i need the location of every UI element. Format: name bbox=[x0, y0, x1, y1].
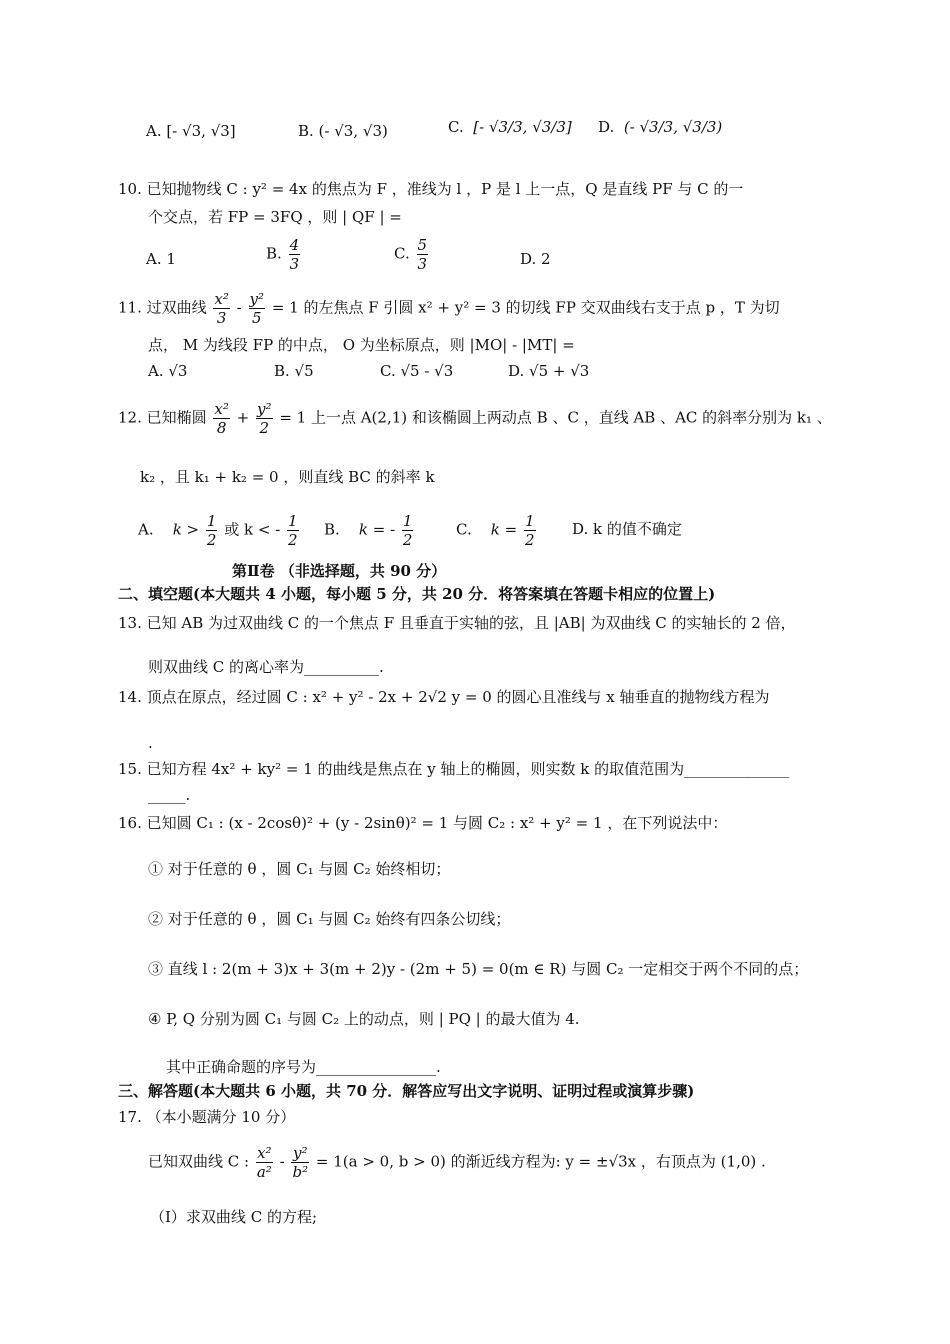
q11-option-d: D. √5 + √3 bbox=[508, 362, 590, 380]
q12-line2: k₂ ，且 k₁ + k₂ = 0 ，则直线 BC 的斜率 k bbox=[140, 468, 435, 486]
q10-line1: 10. 已知抛物线 C : y² = 4x 的焦点为 F ，准线为 l ，P 是 l 上一点，Q 是直线 PF 与 C 的一 bbox=[118, 180, 744, 198]
q16-answer: 其中正确命题的序号为________________. bbox=[166, 1058, 441, 1076]
q10-option-d: D. 2 bbox=[520, 250, 551, 268]
fraction: $\frac{\text{y²}}{2}$ bbox=[257, 400, 272, 437]
q16-statement-1: ① 对于任意的 θ ，圆 C₁ 与圆 C₂ 始终相切； bbox=[148, 860, 451, 878]
q10-option-b: B. $\frac{4}{3}$ bbox=[266, 236, 300, 273]
q13-line2: 则双曲线 C 的离心率为__________. bbox=[148, 658, 384, 676]
part2-title: 第Ⅱ卷 （非选择题，共 90 分） bbox=[232, 562, 447, 580]
fraction: $\frac{5}{3}$ bbox=[417, 236, 428, 273]
q16-statement-3: ③ 直线 l : 2(m + 3)x + 3(m + 2)y - (2m + 5) = 0(m ∈ R) 与圆 C₂ 一定相交于两个不同的点； bbox=[148, 960, 809, 978]
fraction: $\frac{\text{x²}}{\text{a²}}$ bbox=[256, 1144, 272, 1181]
q11-option-c: C. √5 - √3 bbox=[380, 362, 454, 380]
q10-line2: 个交点，若 FP = 3FQ ，则 | QF | = bbox=[148, 208, 402, 226]
q15-line1: 15. 已知方程 4x² + ky² = 1 的曲线是焦点在 y 轴上的椭圆，则实数 k 的取值范围为______________ bbox=[118, 760, 790, 778]
q17-line1: 已知双曲线 C : $\frac{\text{x²}}{\text{a²}}$ - $\frac{\text{y²}}{\text{b²}}$ = 1(a > 0, b > 0) 的渐近线方程为: y = ±√3x ，右顶点为 (1,0) . bbox=[148, 1144, 766, 1181]
q17-header: 17. （本小题满分 10 分） bbox=[118, 1108, 296, 1126]
q11-option-b: B. √5 bbox=[274, 362, 314, 380]
fraction: $\frac{\text{y²}}{5}$ bbox=[249, 290, 265, 327]
section2-heading: 二、填空题(本大题共 4 小题，每小题 5 分，共 20 分．将答案填在答题卡相应的位置上) bbox=[118, 585, 716, 603]
q12-option-d: D. k 的值不确定 bbox=[572, 520, 682, 538]
section3-heading: 三、解答题(本大题共 6 小题，共 70 分．解答应写出文字说明、证明过程或演算步骤) bbox=[118, 1082, 695, 1100]
q9-option-d: D. (- √3/3, √3/3) bbox=[598, 118, 723, 136]
q17-part1: （Ⅰ）求双曲线 C 的方程; bbox=[150, 1208, 317, 1226]
fraction: $\frac{1}{2}$ bbox=[206, 512, 217, 549]
q14-line2: . bbox=[148, 734, 153, 752]
q10-option-a: A. 1 bbox=[146, 250, 176, 268]
fraction: $\frac{\text{x²}}{8}$ bbox=[214, 400, 229, 437]
fraction: $\frac{1}{2}$ bbox=[525, 512, 535, 549]
q13-line1: 13. 已知 AB 为过双曲线 C 的一个焦点 F 且垂直于实轴的弦，且 |AB| 为双曲线 C 的实轴长的 2 倍， bbox=[118, 614, 796, 632]
q15-line2: _____. bbox=[148, 786, 191, 804]
q9-option-b: B. (- √3, √3) bbox=[298, 122, 388, 140]
q9-option-c: C. [- √3/3, √3/3] bbox=[448, 118, 572, 136]
q16-statement-4: ④ P, Q 分别为圆 C₁ 与圆 C₂ 上的动点，则 | PQ | 的最大值为 4. bbox=[148, 1010, 580, 1028]
fraction: $\frac{1}{2}$ bbox=[402, 512, 413, 549]
q9-option-a: A. [- √3, √3] bbox=[146, 122, 236, 140]
fraction: $\frac{4}{3}$ bbox=[289, 236, 300, 273]
q12-option-c: C. k = $\frac{1}{2}$ bbox=[456, 512, 535, 549]
q11-option-a: A. √3 bbox=[148, 362, 188, 380]
q10-option-c: C. $\frac{5}{3}$ bbox=[394, 236, 428, 273]
fraction: $\frac{1}{2}$ bbox=[288, 512, 298, 549]
fraction: $\frac{\text{y²}}{\text{b²}}$ bbox=[292, 1144, 309, 1181]
q16-line1: 16. 已知圆 C₁ : (x - 2cosθ)² + (y - 2sinθ)² = 1 与圆 C₂ : x² + y² = 1 ，在下列说法中： bbox=[118, 814, 728, 832]
q11-line1: 11. 过双曲线 $\frac{\text{x²}}{3}$ - $\frac{\text{y²}}{5}$ = 1 的左焦点 F 引圆 x² + y² = 3 的切线 FP 交双曲线右支于点 p ，T 为切 bbox=[118, 290, 780, 327]
q14-line1: 14. 顶点在原点，经过圆 C : x² + y² - 2x + 2√2 y = 0 的圆心且准线与 x 轴垂直的抛物线方程为 bbox=[118, 688, 770, 706]
q11-line2: 点， M 为线段 FP 的中点， O 为坐标原点，则 |MO| - |MT| = bbox=[148, 336, 575, 354]
q12-option-a: A. k > $\frac{1}{2}$ 或 k < - $\frac{1}{2}$ bbox=[138, 512, 298, 549]
q12-option-b: B. k = - $\frac{1}{2}$ bbox=[324, 512, 413, 549]
q12-line1: 12. 已知椭圆 $\frac{\text{x²}}{8}$ + $\frac{\text{y²}}{2}$ = 1 上一点 A(2,1) 和该椭圆上两动点 B 、C ，直线 AB 、AC 的斜率分别为 k₁ 、 bbox=[118, 400, 832, 437]
fraction: $\frac{\text{x²}}{3}$ bbox=[214, 290, 229, 327]
q16-statement-2: ② 对于任意的 θ ，圆 C₁ 与圆 C₂ 始终有四条公切线； bbox=[148, 910, 511, 928]
